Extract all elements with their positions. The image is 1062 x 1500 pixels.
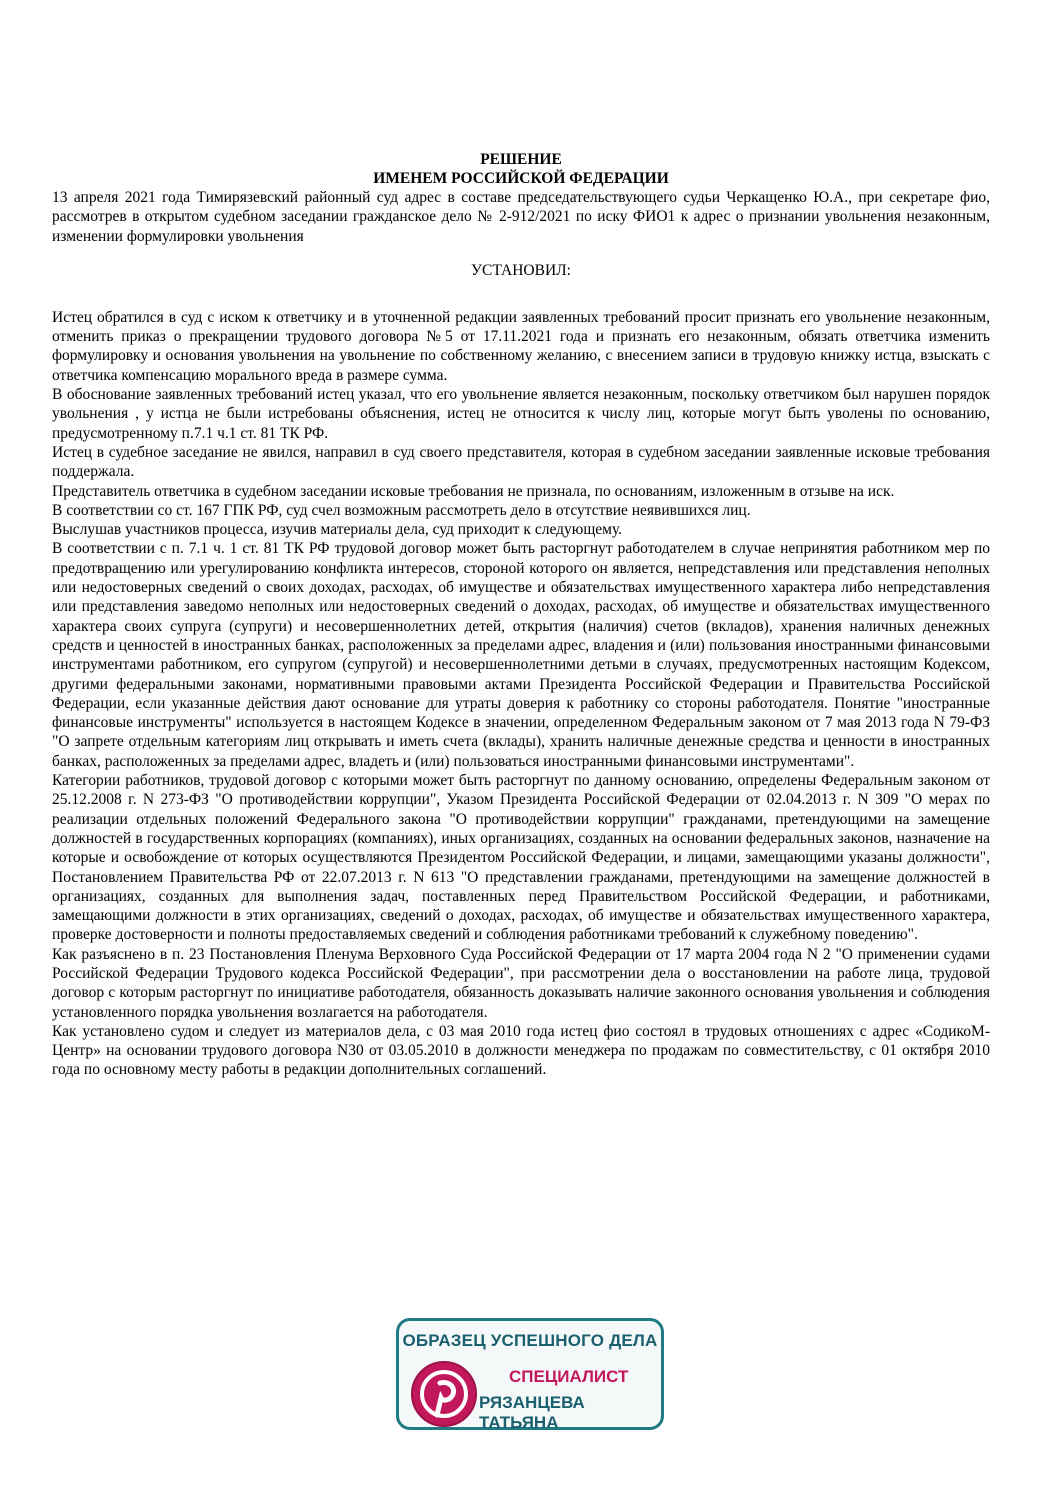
body-paragraph-2: В обоснование заявленных требований истец указал, что его увольнение является незаконным, поскольку ответчиком был нарушен порядок увольнения , у истца не были истребованы объяснения, истец не относится к числу лиц, которые могут быть уволены по основанию, предусмотренному п.7.1 ч.1 ст. 81 ТК РФ. — [52, 386, 990, 442]
document-heading — [52, 150, 990, 188]
body-paragraph-1: Истец обратился в суд с иском к ответчику и в уточненной редакции заявленных требований просит признать его увольнение незаконным, отменить приказ о прекращении трудового договора №5 от 17.11.2021 года и признать его незаконным, обязать ответчика изменить формулировку и основания увольнения на увольнение по собственному желанию, с внесением записи в трудовую книжку истца, взыскать с ответчика компенсацию морального вреда в размере сумма. — [52, 308, 990, 384]
body-paragraph-9: Как разъяснено в п. 23 Постановления Пленума Верховного Суда Российской Федерации от 17 марта 2004 года N 2 "О применении судами Российской Федерации Трудового кодекса Российской Федерации", при рассмотрении дела о восстановлении на работе лица, трудовой договор с которым расторгнут по инициативе работодателя, обязанность доказывать наличие законного основания увольнения и соблюдения установленного порядка увольнения возлагается на работодателя. — [52, 945, 990, 1021]
body-paragraph-6: Выслушав участников процесса, изучив материалы дела, суд приходит к следующему. — [52, 521, 623, 539]
stamp-role: СПЕЦИАЛИСТ — [509, 1367, 629, 1386]
intro-paragraph: 13 апреля 2021 года Тимирязевский районный суд адрес в составе председательствующего судьи Черкащенко Ю.А., при секретаре фио, рассмотрев в открытом судебном заседании гражданское дело № 2-912/2021 по иску ФИО1 к адрес о признании увольнения незаконным, изменении формулировки увольнения — [52, 189, 990, 245]
body-paragraph-8: Категории работников, трудовой договор с которыми может быть расторгнут по данному основанию, определены Федеральным законом от 25.12.2008 г. N 273-ФЗ "О противодействии коррупции", Указом Президента Российской Федерации от 02.04.2013 г. N 309 "О мерах по реализации отдельных положений Федерального закона "О противодействии коррупции" гражданами, претендующими на замещение должностей в государственных корпорациях (компаниях), иных организациях, созданных на основании федеральных законов, назначение на которые и освобождение от которых осуществляются Президентом Российской Федерации, и лицами, замещающими указаны должности", Постановлением Правительства РФ от 22.07.2013 г. N 613 "О представлении гражданами, претендующими на замещение должностей в организациях, созданных для выполнения задач, поставленных перед Правительством Российской Федерации, и работниками, замещающими должности в этих организациях, сведений о доходах, расходах, об имуществе и обязательствах имущественного характера, проверке достоверности и полноты предоставляемых сведений и соблюдения работниками требований к служебному поведению". — [52, 772, 990, 944]
body-paragraph-7: В соответствии с п. 7.1 ч. 1 ст. 81 ТК РФ трудовой договор может быть расторгнут работодателем в случае непринятия работником мер по предотвращению или урегулированию конфликта интересов, стороной которого он является, непредставления или представления неполных или недостоверных сведений о своих доходах, расходах, об имуществе и обязательствах имущественного характера либо непредставления или представления заведомо неполных или недостоверных сведений о доходах, расходах, об имуществе и обязательствах имущественного характера своих супруга (супруги) и несовершеннолетних детей, открытия (наличия) счетов (вкладов), хранения наличных денежных средств и ценностей в иностранных банках, расположенных за пределами адрес, владения и (или) пользования иностранными финансовыми инструментами работником, его супругом (супругой) и несовершеннолетними детьми в случаях, предусмотренных настоящим Кодексом, другими федеральными законами, нормативными правовыми актами Президента Российской Федерации и Правительства Российской Федерации, если указанные действия дают основание для утраты доверия к работнику со стороны работодателя. Понятие "иностранные финансовые инструменты" используется в настоящем Кодексе в значении, определенном Федеральным законом от 7 мая 2013 года N 79-ФЗ "О запрете отдельным категориям лиц открывать и иметь счета (вклады), хранить наличные денежные средства и ценности в иностранных банках, расположенных за пределами адрес, владеть и (или) пользоваться иностранными финансовыми инструментами". — [52, 540, 990, 770]
body-paragraph-5: В соответствии со ст. 167 ГПК РФ, суд счел возможным рассмотреть дело в отсутствие неявившихся лиц. — [52, 501, 751, 519]
section-title: УСТАНОВИЛ: — [471, 261, 571, 279]
body-paragraph-3: Истец в судебное заседание не явился, направил в суд своего представителя, которая в судебном заседании заявленные исковые требования поддержала. — [52, 443, 990, 481]
body-paragraph-10: Как установлено судом и следует из материалов дела, с 03 мая 2010 года истец фио состоял в трудовых отношениях с адрес «СодикоМ-Центр» на основании трудового договора N30 от 03.05.2010 в должности менеджера по продажам по совместительству, с 01 октября 2010 года по основному месту работы в редакции дополнительных соглашений. — [52, 1022, 990, 1079]
pinterest-logo-icon — [411, 1361, 477, 1427]
document-title: РЕШЕНИЕ — [480, 151, 562, 168]
stamp-name: РЯЗАНЦЕВА ТАТЬЯНА — [479, 1393, 585, 1432]
stamp-title: ОБРАЗЕЦ УСПЕШНОГО ДЕЛА — [402, 1331, 658, 1350]
court-decision-document — [52, 150, 990, 1080]
body-paragraph-4: Представитель ответчика в судебном заседании исковые требования не признала, по основаниям, изложенным в отзыве на иск. — [52, 482, 895, 500]
document-subtitle: ИМЕНЕМ РОССИЙСКОЙ ФЕДЕРАЦИИ — [373, 170, 669, 187]
sample-case-stamp — [396, 1318, 664, 1430]
